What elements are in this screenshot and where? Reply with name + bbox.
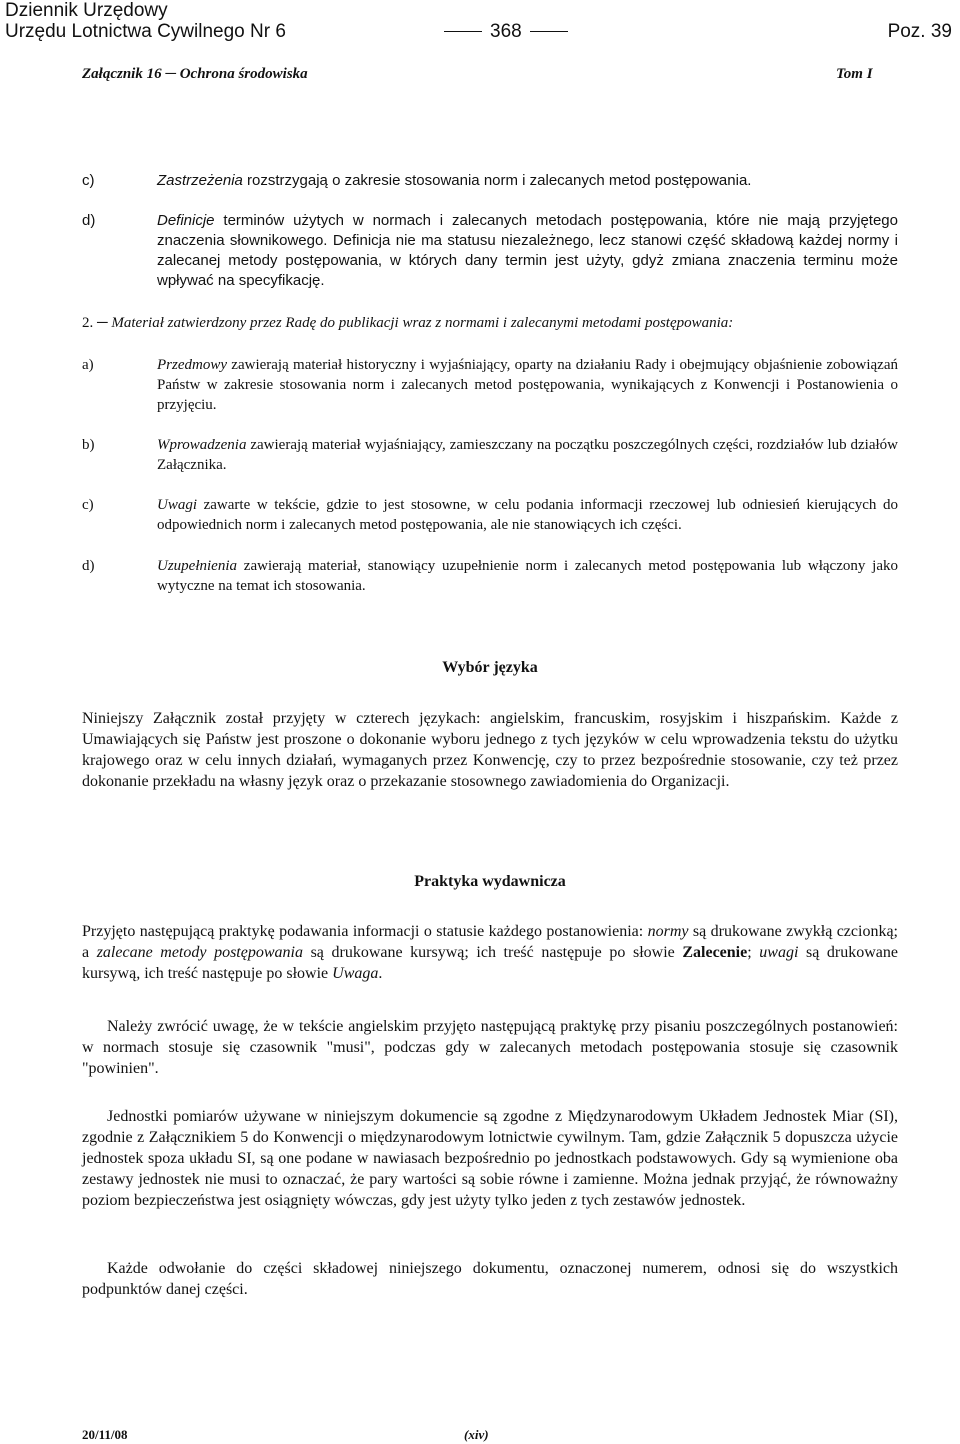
text: są drukowane zwykłą czcionką; a [82, 923, 899, 961]
term: Przedmowy [157, 357, 227, 373]
list-item-text: zawierają materiał, stanowiący uzupełnienie norm i zalecanych metod postępowania lub włączony jako wytyczne na temat ich stosowania. [157, 558, 898, 594]
list-item-label: c) [82, 497, 94, 513]
text: Przyjęto następującą praktykę podawania informacji o statusie każdego postanowienia: [82, 923, 648, 940]
term: Wprowadzenia [157, 437, 247, 453]
dash-right [530, 31, 568, 32]
editorial-paragraph-2: Należy zwrócić uwagę, że w tekście angielskim przyjęto następującą praktykę przy pisaniu poszczególnych postanowień: w normach stosuje się czasownik "musi", podczas gdy w zalecanych metodach postępowania stosuje się czasownik "powinien". [82, 1018, 898, 1077]
publication-title-line2: Urzędu Lotnictwa Cywilnego Nr 6 [5, 21, 286, 42]
annex-title: Załącznik 16 ─ Ochrona środowiska [82, 66, 308, 82]
text-italic: normy [647, 923, 689, 940]
publication-title-line1: Dziennik Urzędowy [5, 0, 168, 21]
text: . [378, 965, 383, 982]
text: są drukowane kursywą, ich treść następuje po słowie [82, 944, 898, 982]
page-number-text: 368 [490, 21, 522, 42]
term: Uzupełnienia [157, 558, 237, 574]
text-italic: uwagi [759, 944, 799, 961]
list-item-label: d) [82, 558, 95, 574]
text-italic: Uwaga [332, 965, 379, 982]
page-number [436, 21, 576, 42]
term: Definicje [157, 212, 215, 229]
list-item-label: c) [82, 172, 95, 189]
publication-title [5, 0, 286, 42]
editorial-paragraph-4: Każde odwołanie do części składowej niniejszego dokumentu, oznaczonej numerem, odnosi się do wszystkich podpunktów danej części. [82, 1260, 898, 1298]
list-item-text: terminów użytych w normach i zalecanych metodach postępowania, które nie mają przyjętego znaczenia słownikowego. Definicja nie ma statusu niezależnego, lecz stanowi część składową każdej normy i zalecanej metody postępowania, w których dany termin jest użyty, gdyż zmiana znaczenia terminu może wpływać na specyfikację. [157, 212, 898, 289]
list-item-label: b) [82, 437, 95, 453]
text: ; [747, 944, 760, 961]
section-heading-text: Materiał zatwierdzony przez Radę do publikacji wraz z normami i zalecanymi metodami postępowania: [107, 315, 734, 331]
list-item-text: zawierają materiał wyjaśniający, zamieszczany na początku poszczególnych części, rozdziałów lub działów Załącznika. [157, 437, 898, 473]
list-item-text: zawierają materiał historyczny i wyjaśniający, oparty na działaniu Rady i obejmujący objaśnienie zobowiązań Państw w zakresie stosowania norm i zalecanych metod postępowania, wynikających z Konwencji i Postanowienia o przyjęciu. [157, 357, 898, 413]
position-number: Poz. 39 [887, 21, 952, 42]
language-paragraph: Niniejszy Załącznik został przyjęty w czterech językach: angielskim, francuskim, rosyjskim i hiszpańskim. Każde z Umawiających się Państw jest proszone o dokonanie wyboru jednego z tych języków w celu wprowadzenia tekstu do użytku krajowego oraz w celu innych działań, wymaganych przez Konwencję, czy to przez bezpośrednie stosowanie, czy też przez dokonanie przekładu na własny język oraz o przekazanie stosownego zawiadomienia do Organizacji. [82, 710, 898, 790]
volume-label: Tom I [836, 66, 873, 82]
list-item-d-definitions [82, 211, 898, 291]
list-item-c-notes [82, 495, 898, 535]
list-item-text: zawarte w tekście, gdzie to jest stosowne, w celu podania informacji rzeczowej lub odniesień kierujących do odpowiednich norm i zalecanych metod postępowania, ale nie stanowiących ich części. [157, 497, 898, 533]
section-number: 2. ─ [82, 315, 108, 331]
editorial-paragraph-1 [82, 921, 898, 984]
footer-date: 20/11/08 [82, 1427, 128, 1442]
section-2-heading [82, 313, 898, 333]
list-item-d-supplements [82, 556, 898, 596]
list-item-c-reservations [82, 171, 898, 191]
text: są drukowane kursywą; ich treść następuje po słowie [302, 944, 683, 961]
term: Zastrzeżenia [157, 172, 243, 189]
list-item-label: d) [82, 212, 96, 229]
text-bold: Zalecenie [682, 944, 748, 961]
text-italic: zalecane metody postępowania [96, 944, 303, 961]
list-item-a-forewords [82, 355, 898, 415]
list-item-text: rozstrzygają o zakresie stosowania norm i zalecanych metod postępowania. [242, 172, 752, 189]
footer-page-number: (xiv) [464, 1427, 489, 1442]
term: Uwagi [157, 497, 198, 513]
list-item-b-introductions [82, 435, 898, 475]
list-item-label: a) [82, 357, 94, 373]
dash-left [444, 31, 482, 32]
editorial-heading: Praktyka wydawnicza [414, 873, 566, 890]
language-heading: Wybór języka [442, 659, 538, 676]
editorial-paragraph-3: Jednostki pomiarów używane w niniejszym dokumencie są zgodne z Międzynarodowym Układem Jednostek Miar (SI), zgodnie z Załącznikiem 5 do Konwencji o międzynarodowym lotnictwie cywilnym. Tam, gdzie Załącznik 5 dopuszcza użycie jednostek spoza układu SI, są one podane w nawiasach bezpośrednio po jednostkach podstawowych. Gdy są wymienione oba zestawy jednostek nie musi to oznaczać, że pary wartości są sobie równe i zamienne. Można jednak przyjąć, że równoważny poziom bezpieczeństwa jest osiągnięty wówczas, gdy jest użyty tylko jeden z tych zestawów jednostek. [82, 1108, 898, 1209]
